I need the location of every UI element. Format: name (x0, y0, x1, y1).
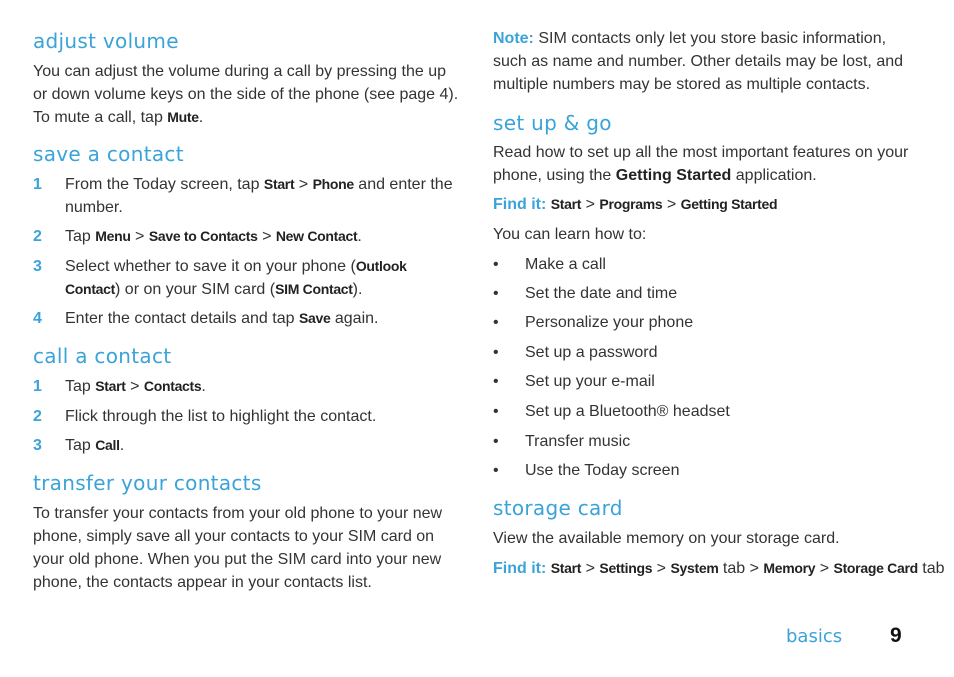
call-step-2: 2 Flick through the list to highlight the contact. (33, 408, 377, 425)
list-item: • Set the date and time (493, 285, 678, 302)
sim-note: Note: SIM contacts only let you store basic information, such as name and number. Other details may be lost, and multiple numbers may be stored as multiple contacts. (493, 30, 904, 93)
list-item: • Transfer music (493, 433, 631, 450)
heading-storage-card: storage card (493, 496, 623, 520)
storage-body: View the available memory on your storage card. (493, 530, 840, 547)
heading-adjust-volume: adjust volume (33, 29, 179, 53)
setup-find-it: Find it: Start > Programs > Getting Started (493, 196, 778, 213)
heading-save-contact: save a contact (33, 142, 184, 166)
adjust-volume-body: You can adjust the volume during a call by pressing the up or down volume keys on the side of the phone (see page 4). To mute a call, tap Mute. (33, 63, 459, 126)
storage-find-it: Find it: Start > Settings > System tab > Memory > Storage Card tab (493, 560, 945, 577)
footer-section-label: basics (786, 626, 843, 647)
list-item: • Personalize your phone (493, 314, 694, 331)
call-step-1: 1 Tap Start > Contacts. (33, 378, 206, 395)
heading-transfer-contacts: transfer your contacts (33, 471, 262, 495)
learn-intro: You can learn how to: (493, 226, 647, 243)
call-step-3: 3 Tap Call. (33, 437, 125, 454)
list-item: • Set up a Bluetooth® headset (493, 403, 730, 420)
save-step-4: 4 Enter the contact details and tap Save again. (33, 310, 379, 327)
save-step-1: 1 From the Today screen, tap Start > Phone and enter the number. (33, 176, 453, 216)
transfer-body: To transfer your contacts from your old phone to your new phone, simply save all your contacts to your SIM card on your old phone. When you put the SIM card into your new phone, the contacts appear in your contacts list. (33, 505, 443, 591)
heading-call-contact: call a contact (33, 344, 172, 368)
heading-set-up-go: set up & go (493, 111, 612, 135)
list-item: • Make a call (493, 256, 606, 273)
list-item: • Use the Today screen (493, 462, 680, 479)
page-number: 9 (890, 624, 902, 647)
setup-body: Read how to set up all the most important features on your phone, using the Getting Started application. (493, 144, 909, 184)
list-item: • Set up your e-mail (493, 373, 655, 390)
list-item: • Set up a password (493, 344, 658, 361)
save-step-3: 3 Select whether to save it on your phone (Outlook Contact) or on your SIM card (SIM Contact). (33, 258, 407, 298)
save-step-2: 2 Tap Menu > Save to Contacts > New Contact. (33, 228, 362, 245)
